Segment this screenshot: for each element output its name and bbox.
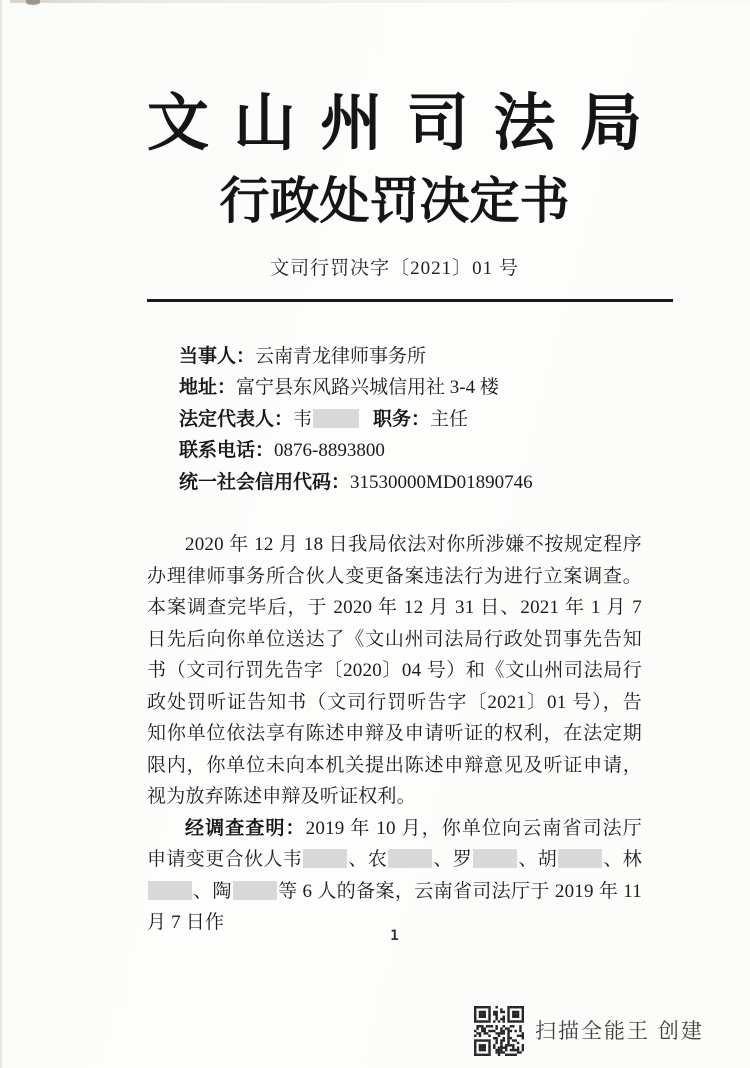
field-label: 地址： — [179, 377, 237, 399]
paragraph — [147, 529, 642, 813]
document-content — [147, 0, 642, 939]
scanner-watermark-text: 扫描全能王 创建 — [535, 1020, 704, 1043]
field-label: 联系电话： — [179, 440, 275, 462]
party-info-block — [147, 341, 642, 498]
field-text: 、罗 — [433, 849, 473, 871]
field-text: 、陶 — [193, 880, 232, 902]
body-paragraphs — [147, 529, 642, 939]
field-text: 2019 年 10 月，你单位向云南省司法厅申请变更合伙人韦 — [147, 817, 642, 871]
redaction-box — [558, 849, 602, 868]
field-text: 0876-8893800 — [274, 440, 385, 462]
document-title-agency: 文山州司法局 — [147, 90, 642, 158]
field-text: 富宁县东风路兴城信用社 3-4 楼 — [236, 377, 499, 399]
redaction-box — [388, 849, 432, 868]
field-label: 当事人： — [179, 346, 256, 367]
redaction-box — [148, 881, 192, 900]
field-text: 、林 — [603, 849, 642, 871]
document-number: 文司行罚决字〔2021〕01 号 — [270, 258, 519, 279]
document-title-type: 行政处罚决定书 — [219, 173, 570, 229]
qr-code-icon — [474, 1006, 524, 1056]
scan-artifact-blob — [26, 0, 40, 5]
field-text: 2020 年 12 月 18 日我局依法对你所涉嫌不按规定程序办理律师事务所合伙人变更备案违法行为进行立案调查。本案调查完毕后，于 2020 年 12 月 31 日、2021 年 1 月 7 日先后向你单位送达了《文山州司法局行政处罚事先告知书（文司行罚先告字〔2020〕04 号）和《文山州司法局行政处罚听证告知书（文司行罚听告字〔2021〕01 号），告知你单位依法享有陈述申辩及申请听证的权利，在法定期限内，你单位未向本机关提出陈述申辩意见及听证申请，视为放弃陈述申辩及听证权利。 — [147, 534, 642, 808]
redaction-box — [233, 881, 277, 900]
page-number: 1 — [390, 928, 399, 944]
party-info-line — [179, 372, 642, 403]
field-text: 韦 — [293, 408, 313, 430]
field-text: 、胡 — [518, 849, 558, 871]
field-label: 统一社会信用代码： — [179, 471, 351, 493]
party-info-line — [179, 404, 642, 435]
field-text: 等 6 人的备案，云南省司法厅于 2019 年 11 月 7 日作 — [147, 880, 642, 934]
field-text: 主任 — [430, 408, 469, 430]
redaction-box — [313, 409, 359, 428]
paragraph — [147, 813, 642, 939]
field-label: 法定代表人： — [179, 408, 294, 430]
field-text: 31530000MD01890746 — [350, 471, 533, 493]
party-info-line — [179, 467, 642, 498]
field-text: 云南青龙律师事务所 — [255, 346, 427, 367]
field-label: 经调查查明： — [185, 817, 306, 839]
party-info-line — [179, 341, 642, 372]
field-label: 职务： — [373, 408, 431, 430]
header-divider — [147, 299, 673, 302]
field-text: 、农 — [348, 849, 388, 871]
redaction-box — [473, 849, 517, 868]
party-info-line — [179, 435, 642, 466]
redaction-box — [303, 849, 347, 868]
